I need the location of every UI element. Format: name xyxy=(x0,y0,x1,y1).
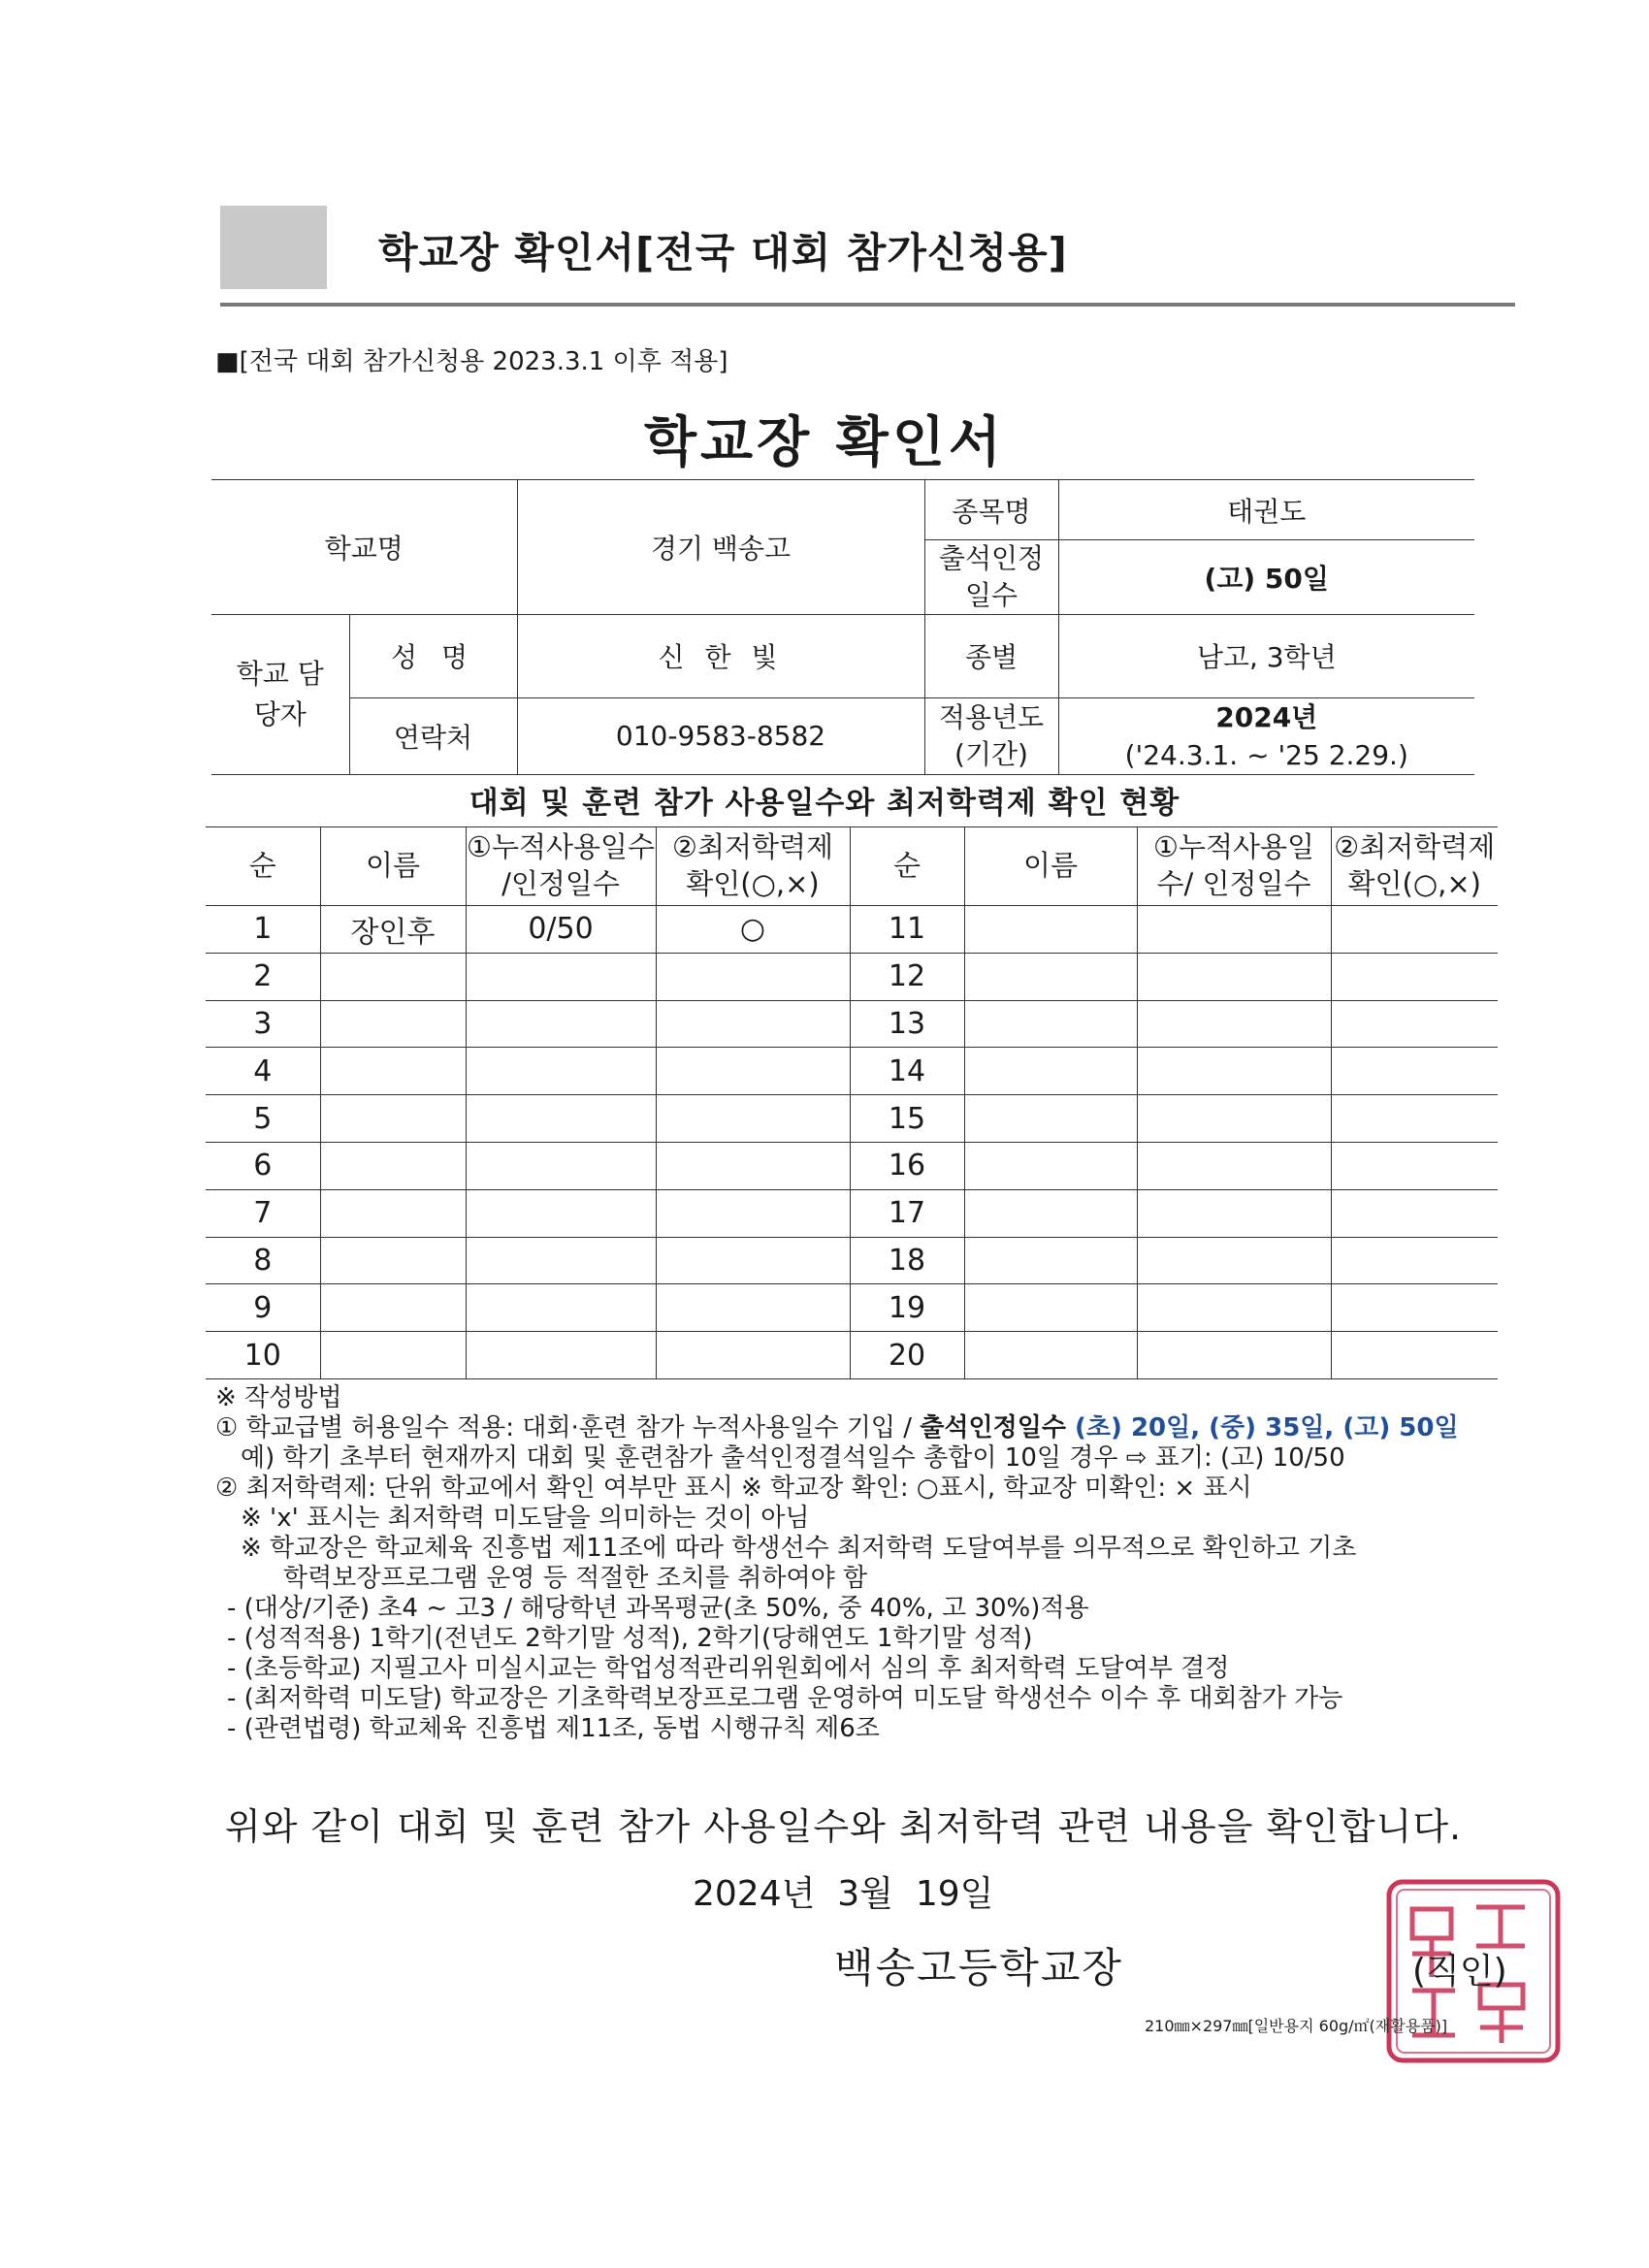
athlete-name xyxy=(964,906,1137,954)
table-row xyxy=(206,1095,1498,1143)
section-title: 대회 및 훈련 참가 사용일수와 최저학력제 확인 현황 xyxy=(469,786,1180,821)
col-header-name-left: 이름 xyxy=(320,827,466,906)
instruction-line-8: - (성적적용) 1학기(전년도 2학기말 성적), 2학기(당해연도 1학기말 성적) xyxy=(227,1624,1033,1653)
instruction-line-2: 예) 학기 초부터 현재까지 대회 및 훈련참가 출석인정결석일수 총합이 10일 경우 ⇨ 표기: (고) 10/50 xyxy=(241,1443,1345,1473)
title-decoration-bar xyxy=(220,206,327,289)
school-name-value: 경기 백송고 xyxy=(517,480,924,615)
athlete-name xyxy=(320,1332,466,1379)
row-number: 7 xyxy=(206,1189,320,1237)
days-used xyxy=(466,1000,656,1048)
athlete-name xyxy=(964,1284,1137,1332)
row-number: 3 xyxy=(206,1000,320,1048)
instruction-line-10: - (최저학력 미도달) 학교장은 기초학력보장프로그램 운영하여 미도달 학생선수 이수 후 대회참가 가능 xyxy=(227,1684,1343,1713)
athlete-name xyxy=(964,1237,1137,1284)
row-number: 20 xyxy=(850,1332,964,1379)
athlete-name xyxy=(320,1189,466,1237)
row-number: 5 xyxy=(206,1095,320,1143)
row-number: 6 xyxy=(206,1142,320,1189)
athlete-name xyxy=(964,1142,1137,1189)
table-row xyxy=(206,1237,1498,1284)
attendance-days-label: 출석인정 일수 xyxy=(924,540,1058,615)
period-value: ('24.3.1. ~ '25 2.29.) xyxy=(1124,738,1408,771)
school-info-table xyxy=(211,479,1474,775)
athlete-name xyxy=(320,1237,466,1284)
days-used xyxy=(1137,1048,1331,1095)
days-used xyxy=(1137,1237,1331,1284)
academic-check xyxy=(656,1284,850,1332)
academic-check xyxy=(1331,1095,1498,1143)
table-row xyxy=(206,1048,1498,1095)
confirmation-statement: 위와 같이 대회 및 훈련 참가 사용일수와 최저학력 관련 내용을 확인합니다. xyxy=(225,1805,1463,1848)
days-used xyxy=(1137,1284,1331,1332)
academic-check xyxy=(1331,1332,1498,1379)
days-used xyxy=(466,1048,656,1095)
instruction-1-allowance: (초) 20일, (중) 35일, (고) 50일 xyxy=(1065,1413,1459,1442)
instructions xyxy=(215,1383,1535,1744)
row-number: 19 xyxy=(850,1284,964,1332)
row-number: 17 xyxy=(850,1189,964,1237)
document-header-title: 학교장 확인서[전국 대회 참가신청용] xyxy=(378,229,1068,276)
signing-date: 2024년 3월 19일 xyxy=(693,1874,994,1914)
athlete-name xyxy=(964,1189,1137,1237)
instruction-line-1 xyxy=(215,1413,1535,1443)
col-header-check-right: ②최저학력제 확인(○,×) xyxy=(1331,827,1498,906)
days-used xyxy=(466,1095,656,1143)
table-row xyxy=(206,953,1498,1000)
athlete-name xyxy=(964,1048,1137,1095)
academic-check xyxy=(1331,1142,1498,1189)
row-number: 4 xyxy=(206,1048,320,1095)
athlete-name xyxy=(964,1000,1137,1048)
days-used xyxy=(1137,1000,1331,1048)
manager-name-label: 성 명 xyxy=(349,614,517,697)
days-used xyxy=(1137,1095,1331,1143)
athlete-name xyxy=(320,1048,466,1095)
paper-spec-note: 210㎜×297㎜[일반용지 60g/㎡(재활용품)] xyxy=(1145,2017,1448,2035)
col-header-check-left: ②최저학력제 확인(○,×) xyxy=(656,827,850,906)
instruction-1-bold: 출석인정일수 xyxy=(920,1413,1066,1442)
academic-check xyxy=(1331,953,1498,1000)
days-used: 0/50 xyxy=(466,906,656,954)
row-number: 13 xyxy=(850,1000,964,1048)
row-number: 12 xyxy=(850,953,964,1000)
instruction-line-6: 학력보장프로그램 운영 등 적절한 조치를 취하여야 함 xyxy=(283,1564,868,1593)
academic-check xyxy=(656,1142,850,1189)
instruction-line-9: - (초등학교) 지필고사 미실시교는 학업성적관리위원회에서 심의 후 최저학력 도달여부 결정 xyxy=(227,1654,1230,1683)
category-label: 종별 xyxy=(924,614,1058,697)
academic-check xyxy=(656,1048,850,1095)
academic-check xyxy=(656,1237,850,1284)
days-used xyxy=(1137,1332,1331,1379)
days-used xyxy=(466,1284,656,1332)
days-used xyxy=(466,1237,656,1284)
academic-check xyxy=(1331,906,1498,954)
row-number: 10 xyxy=(206,1332,320,1379)
table-row xyxy=(206,1000,1498,1048)
academic-check xyxy=(656,1095,850,1143)
academic-check xyxy=(1331,1000,1498,1048)
year-value: 2024년 xyxy=(1215,700,1318,733)
athlete-name xyxy=(320,1095,466,1143)
attendance-days-value: (고) 50일 xyxy=(1058,540,1474,615)
instructions-heading: ※ 작성방법 xyxy=(215,1383,342,1412)
seal-label: (직인) xyxy=(1412,1952,1507,1992)
instruction-line-7: - (대상/기준) 초4 ~ 고3 / 해당학년 과목평균(초 50%, 중 40%, 고 30%)적용 xyxy=(227,1594,1089,1623)
academic-check xyxy=(656,1189,850,1237)
days-used xyxy=(466,1189,656,1237)
row-number: 18 xyxy=(850,1237,964,1284)
athlete-name xyxy=(964,1095,1137,1143)
academic-check xyxy=(656,1000,850,1048)
academic-check xyxy=(1331,1284,1498,1332)
athlete-name: 장인후 xyxy=(320,906,466,954)
col-header-no-right: 순 xyxy=(850,827,964,906)
days-used xyxy=(1137,1189,1331,1237)
days-used xyxy=(466,1142,656,1189)
manager-name-value: 신 한 빛 xyxy=(517,614,924,697)
academic-check xyxy=(1331,1189,1498,1237)
year-cell xyxy=(1058,697,1474,774)
row-number: 1 xyxy=(206,906,320,954)
athlete-name xyxy=(320,953,466,1000)
col-header-no-left: 순 xyxy=(206,827,320,906)
table-row xyxy=(206,1284,1498,1332)
table-row xyxy=(206,906,1498,954)
athlete-name xyxy=(964,953,1137,1000)
row-number: 16 xyxy=(850,1142,964,1189)
instruction-line-5: ※ 학교장은 학교체육 진흥법 제11조에 따라 학생선수 최저학력 도달여부를 의무적으로 확인하고 기초 xyxy=(241,1534,1357,1563)
athlete-name xyxy=(320,1142,466,1189)
page-title: 학교장 확인서 xyxy=(643,411,1006,474)
row-number: 15 xyxy=(850,1095,964,1143)
year-label: 적용년도 (기간) xyxy=(924,697,1058,774)
col-header-days-right: ①누적사용일수/ 인정일수 xyxy=(1137,827,1331,906)
instruction-1-text: ① 학교급별 허용일수 적용: 대회·훈련 참가 누적사용일수 기입 / xyxy=(215,1413,921,1442)
contact-label: 연락처 xyxy=(349,697,517,774)
sport-value: 태권도 xyxy=(1058,480,1474,540)
row-number: 2 xyxy=(206,953,320,1000)
athlete-name xyxy=(320,1284,466,1332)
row-number: 11 xyxy=(850,906,964,954)
row-number: 9 xyxy=(206,1284,320,1332)
sport-label: 종목명 xyxy=(924,480,1058,540)
table-row xyxy=(206,1189,1498,1237)
days-used xyxy=(1137,906,1331,954)
row-number: 14 xyxy=(850,1048,964,1095)
participation-table xyxy=(206,826,1498,1379)
days-used xyxy=(466,1332,656,1379)
col-header-name-right: 이름 xyxy=(964,827,1137,906)
form-version-note: ■[전국 대회 참가신청용 2023.3.1 이후 적용] xyxy=(215,347,728,376)
academic-check xyxy=(656,1332,850,1379)
row-number: 8 xyxy=(206,1237,320,1284)
academic-check xyxy=(1331,1237,1498,1284)
instruction-line-4: ※ 'x' 표시는 최저학력 미도달을 의미하는 것이 아님 xyxy=(241,1504,810,1533)
academic-check: ○ xyxy=(656,906,850,954)
col-header-days-left: ①누적사용일수 /인정일수 xyxy=(466,827,656,906)
instruction-line-11: - (관련법령) 학교체육 진흥법 제11조, 동법 시행규칙 제6조 xyxy=(227,1714,880,1743)
academic-check xyxy=(1331,1048,1498,1095)
table-row xyxy=(206,1332,1498,1379)
header-divider xyxy=(220,303,1515,307)
academic-check xyxy=(656,953,850,1000)
table-row xyxy=(206,1142,1498,1189)
category-value: 남고, 3학년 xyxy=(1058,614,1474,697)
manager-label: 학교 담당자 xyxy=(211,614,349,774)
days-used xyxy=(1137,953,1331,1000)
days-used xyxy=(1137,1142,1331,1189)
days-used xyxy=(466,953,656,1000)
contact-value: 010-9583-8582 xyxy=(517,697,924,774)
table-header-row xyxy=(206,827,1498,906)
athlete-name xyxy=(964,1332,1137,1379)
athlete-name xyxy=(320,1000,466,1048)
school-name-label: 학교명 xyxy=(211,480,517,615)
principal-title: 백송고등학교장 xyxy=(834,1944,1124,1992)
instruction-line-3: ② 최저학력제: 단위 학교에서 확인 여부만 표시 ※ 학교장 확인: ○표시, 학교장 미확인: × 표시 xyxy=(215,1474,1252,1503)
